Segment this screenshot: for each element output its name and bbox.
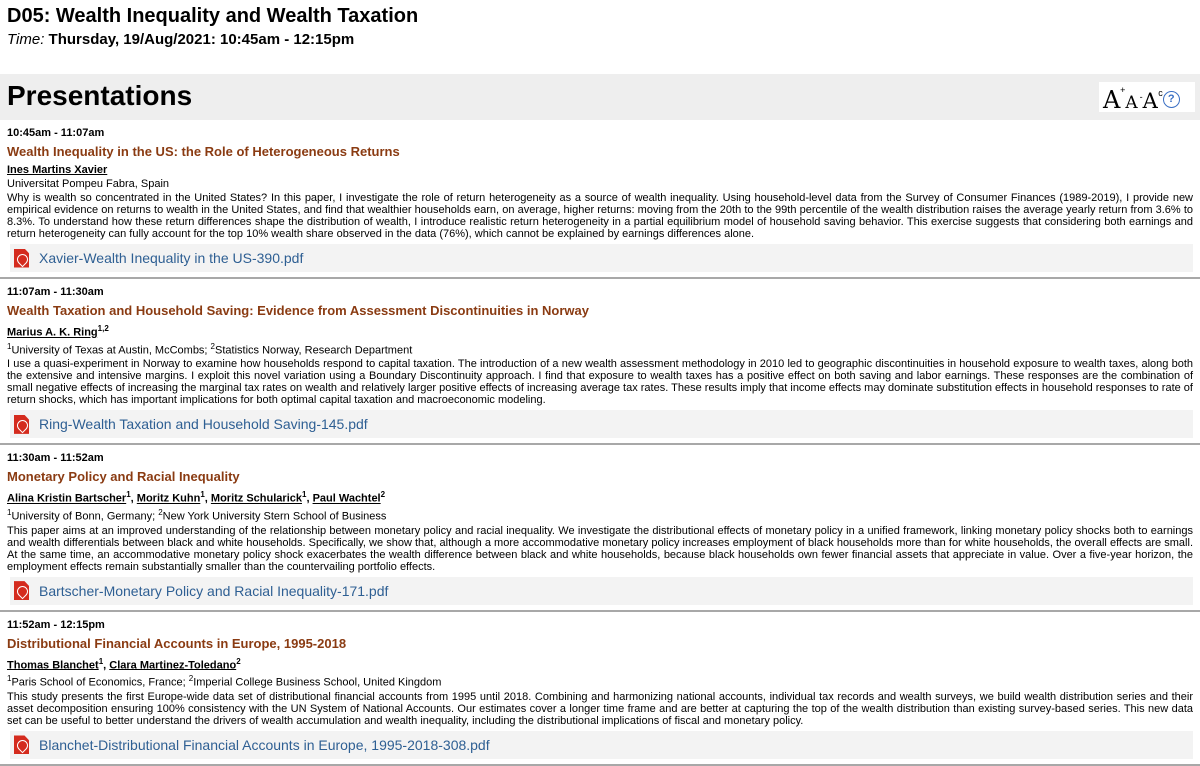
session-time <box>7 31 1193 49</box>
presentation-time: 11:52am - 12:15pm <box>7 618 105 631</box>
affiliation-text: New York University Stern School of Business <box>162 510 387 523</box>
author-name[interactable]: Clara Martinez-Toledano <box>109 659 237 672</box>
increase-font-button[interactable]: A + <box>1103 85 1126 114</box>
presentation-time: 11:30am - 11:52am <box>7 452 104 465</box>
affiliation-text: University of Bonn, Germany; <box>11 510 159 523</box>
increase-font-label: A <box>1103 86 1121 114</box>
author-sup: 2 <box>236 656 241 666</box>
presentations-header <box>0 74 1200 120</box>
pdf-file-link[interactable]: Blanchet-Distributional Financial Accounts in Europe, 1995-2018-308.pdf <box>39 736 490 753</box>
presentation-time: 11:07am - 11:30am <box>7 286 104 298</box>
abstract-text: Why is wealth so concentrated in the United States? In this paper, I investigate the role of return heterogeneity as a source of wealth inequality. Using household-level data from the Survey of Consumer Finances (1989-2019), I provide new empirical evidence on returns to wealth in the United States, and find that wealthier households earn, on average, higher returns: moving from the 20th to the 99th percentile of the wealth distribution raises the average yearly return from 3.6% to 8.3%. To understand how these return differences shape the distribution of wealth, I introduce realistic return heterogeneity in a partial equilibrium model of household saving behavior. This exercise suggests that considering both earnings and return heterogeneity can fully account for the top 10% wealth share observed in the data (76%), which cannot be explained by earnings differences alone. <box>7 192 1193 240</box>
pdf-icon[interactable] <box>14 249 29 268</box>
reset-font-label: A <box>1142 89 1158 113</box>
file-attachment <box>10 731 1193 759</box>
author-name[interactable]: Marius A. K. Ring <box>7 326 98 339</box>
presentation-title: Monetary Policy and Racial Inequality <box>7 469 240 485</box>
presentation-item <box>0 445 1200 611</box>
presentation-title: Wealth Inequality in the US: the Role of Heterogeneous Returns <box>7 144 400 159</box>
affiliation-list <box>7 506 1193 524</box>
abstract-text: I use a quasi-experiment in Norway to examine how households respond to capital taxation. The introduction of a new wealth assessment methodology in 2010 led to geographic discontinuities in household exposure to wealth taxes, along both the extensive and intensive margins. I exploit this novel variation using a Boundary Discontinuity approach. I find that exposure to wealth taxes has a positive effect on both saving and labor earnings. These responses are the combination of small negative effects of increasing the marginal tax rates on wealth and relatively larger positive effects of increasing average tax rates. These results imply that income effects may dominate substitution effects in household responses to rate of return shocks, which has important implications for both optimal capital taxation and macroeconomic modeling. <box>7 358 1193 407</box>
presentations-title: Presentations <box>7 80 193 111</box>
session-header <box>0 0 1200 49</box>
pdf-icon[interactable] <box>14 735 29 754</box>
pdf-file-link[interactable]: Xavier-Wealth Inequality in the US-390.pdf <box>39 250 304 266</box>
affiliation-text: Paris School of Economics, France; <box>11 676 189 689</box>
presentation-item <box>0 120 1200 279</box>
affiliation-text: Imperial College Business School, United Kingdom <box>193 676 442 689</box>
author-name[interactable]: Ines Martins Xavier <box>7 164 108 176</box>
file-attachment <box>10 410 1193 438</box>
affiliation-text: Statistics Norway, Research Department <box>215 344 413 357</box>
session-time-label: Time: <box>7 31 45 48</box>
author-list: Thomas Blanchet$^1$, Clara Martinez-Toledano$^2$ <box>7 656 241 672</box>
author-sup: 1,2 <box>97 324 109 333</box>
author-list: Alina Kristin Bartscher$^1$, Moritz Kuhn$^1$, Moritz Schularick$^1$, Paul Wachtel$^2$ <box>7 490 386 505</box>
pdf-icon[interactable] <box>14 581 29 600</box>
affiliation-sup: 1 <box>7 507 12 517</box>
author-name[interactable]: Moritz Kuhn <box>136 492 201 505</box>
help-icon[interactable]: ? <box>1163 91 1180 108</box>
presentation-list <box>0 120 1200 766</box>
presentation-item <box>0 612 1200 766</box>
file-attachment <box>10 244 1193 272</box>
affiliation-text: Universitat Pompeu Fabra, Spain <box>7 178 170 190</box>
author-name[interactable]: Paul Wachtel <box>312 492 381 505</box>
author-name[interactable]: Alina Kristin Bartscher <box>7 492 127 505</box>
presentation-title: Wealth Taxation and Household Saving: Evidence from Assessment Discontinuities in Norway <box>7 303 589 318</box>
affiliation-sup: 2 <box>158 507 163 517</box>
font-size-tools <box>1099 82 1195 112</box>
presentation-item <box>0 279 1200 445</box>
affiliation-sup: 2 <box>210 341 215 351</box>
affiliation-sup: 2 <box>188 674 194 684</box>
pdf-file-link[interactable]: Bartscher-Monetary Policy and Racial Inequality-171.pdf <box>39 582 389 599</box>
affiliation-list <box>7 177 1193 191</box>
affiliation-sup: 1 <box>7 674 12 684</box>
author-sup: 1 <box>200 490 205 500</box>
presentation-title: Distributional Financial Accounts in Europe, 1995-2018 <box>7 635 347 651</box>
presentation-time: 10:45am - 11:07am <box>7 127 105 139</box>
affiliation-sup: 1 <box>7 341 12 351</box>
author-sup: 2 <box>380 490 386 500</box>
session-title: D05: Wealth Inequality and Wealth Taxation <box>7 5 419 27</box>
reset-font-button[interactable]: A c <box>1142 88 1163 113</box>
affiliation-text: University of Texas at Austin, McCombs; <box>11 344 211 357</box>
decrease-font-label: A <box>1125 93 1138 113</box>
author-sup: 1 <box>126 490 131 500</box>
affiliation-list <box>7 340 1193 358</box>
abstract-text: This study presents the first Europe-wide data set of distributional financial accounts from 1995 until 2018. Combining and harmonizing national accounts, individual tax records and wealth surveys, we build wealth distribution series and their asset decomposition ensuring 100% consistency with the UN System of National Accounts. Our estimates cover a longer time frame and are better at capturing the top of the wealth distribution than existing survey-based series. This new data set can be useful to better understand the drivers of wealth accumulation and wealth inequality, including the distributional implications of fiscal and monetary policy. <box>7 690 1193 727</box>
author-list <box>7 163 1193 177</box>
author-sup: 1 <box>98 656 104 666</box>
affiliation-list <box>7 672 1193 690</box>
file-attachment <box>10 577 1193 605</box>
decrease-font-button[interactable]: A - <box>1125 92 1143 113</box>
abstract-text: This paper aims at an improved understanding of the relationship between monetary policy and racial inequality. We investigate the distributional effects of monetary policy in a unified framework, linking monetary policy shocks both to earnings and wealth differentials between black and white households. Specifically, we show that, although a more accommodative monetary policy increases employment of black households more than for white households, the overall effects are small. At the same time, an accommodative monetary policy shock exacerbates the wealth difference between black and white households, because black households own fewer financial assets that appreciate in value. Over a five-year horizon, the employment effects remain substantially smaller than the countervailing portfolio effects. <box>7 524 1193 573</box>
author-name[interactable]: Thomas Blanchet <box>7 659 99 672</box>
author-list <box>7 322 1193 340</box>
author-name[interactable]: Moritz Schularick <box>210 492 302 505</box>
author-sup: 1 <box>301 490 307 500</box>
pdf-icon[interactable] <box>14 415 29 434</box>
session-time-value: Thursday, 19/Aug/2021: 10:45am - 12:15pm <box>48 31 355 48</box>
pdf-file-link[interactable]: Ring-Wealth Taxation and Household Saving-145.pdf <box>39 416 368 433</box>
